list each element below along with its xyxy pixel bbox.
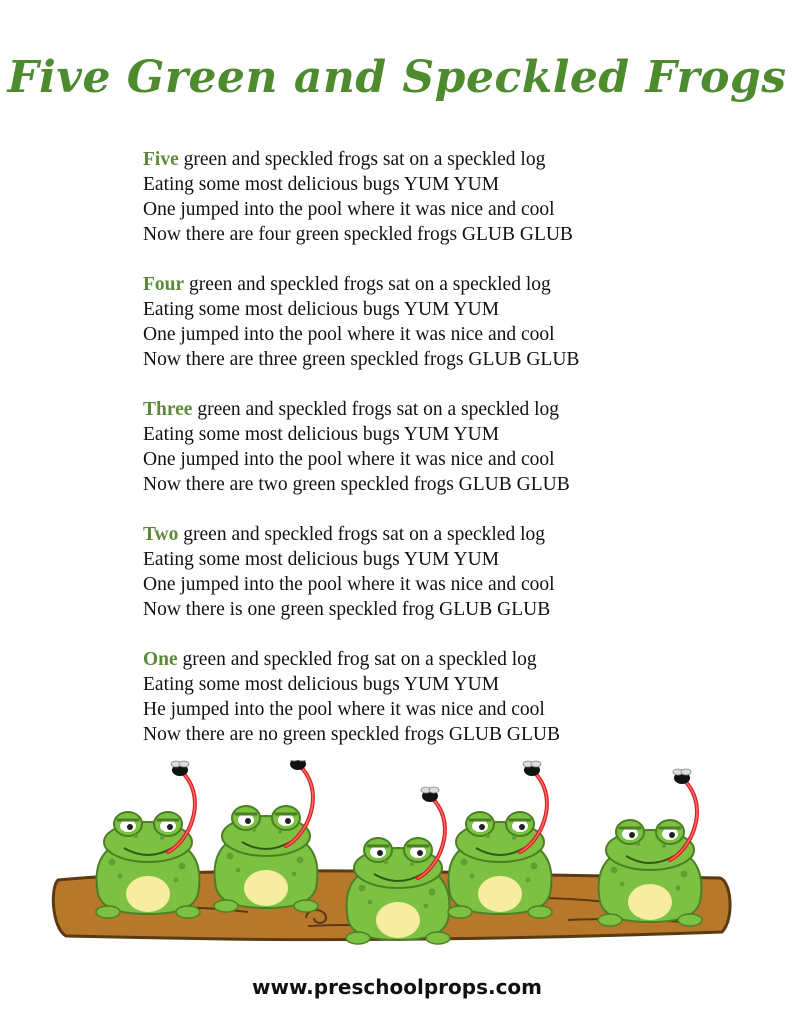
verse-line: Eating some most delicious bugs YUM YUM: [143, 549, 500, 570]
verse-line: Now there are three green speckled frogs GLUB GLUB: [143, 349, 580, 370]
lyrics: [143, 147, 743, 772]
verse-line-text: green and speckled frogs sat on a speckled log: [184, 274, 551, 295]
verse-line-text: green and speckled frogs sat on a speckled log: [178, 524, 545, 545]
verse-line: One jumped into the pool where it was nice and cool: [143, 199, 555, 220]
verse-line: Eating some most delicious bugs YUM YUM: [143, 424, 500, 445]
verse-line: [143, 397, 743, 422]
verse-line: One jumped into the pool where it was nice and cool: [143, 324, 555, 345]
frog-icon: [598, 769, 702, 926]
verse-number: Three: [143, 399, 193, 420]
page-title: Five Green and Speckled Frogs: [7, 52, 787, 103]
verse-one: [143, 647, 743, 747]
verse-number: One: [143, 649, 178, 670]
verse-line: Now there are four green speckled frogs GLUB GLUB: [143, 224, 573, 245]
verse-line: [143, 147, 743, 172]
frog-icon: [448, 761, 552, 918]
verse-three: [143, 397, 743, 497]
verse-line: [143, 272, 743, 297]
verse-five: [143, 147, 743, 247]
verse-line: He jumped into the pool where it was nice and cool: [143, 699, 545, 720]
verse-number: Five: [143, 149, 179, 170]
verse-number: Four: [143, 274, 185, 295]
frog-icon: [346, 787, 450, 944]
verse-line: Eating some most delicious bugs YUM YUM: [143, 299, 500, 320]
verse-line: One jumped into the pool where it was nice and cool: [143, 574, 555, 595]
verse-line: [143, 522, 743, 547]
frogs-on-log-illustration: [48, 760, 748, 960]
verse-line: [143, 647, 743, 672]
verse-line: Now there is one green speckled frog GLUB GLUB: [143, 599, 551, 620]
verse-line: Now there are two green speckled frogs GLUB GLUB: [143, 474, 570, 495]
verse-four: [143, 272, 743, 372]
frog-icon: [96, 761, 200, 918]
verse-line-text: green and speckled frogs sat on a speckled log: [192, 399, 560, 420]
verse-two: [143, 522, 743, 622]
verse-line: Eating some most delicious bugs YUM YUM: [143, 674, 500, 695]
verse-line: One jumped into the pool where it was nice and cool: [143, 449, 555, 470]
verse-line: Eating some most delicious bugs YUM YUM: [143, 174, 500, 195]
verse-line-text: green and speckled frog sat on a speckled log: [177, 649, 537, 670]
website-url: www.preschoolprops.com: [252, 975, 542, 999]
verse-number: Two: [143, 524, 179, 545]
verse-line-text: green and speckled frogs sat on a speckled log: [178, 149, 546, 170]
frog-icon: [214, 760, 318, 912]
verse-line: Now there are no green speckled frogs GLUB GLUB: [143, 724, 560, 745]
